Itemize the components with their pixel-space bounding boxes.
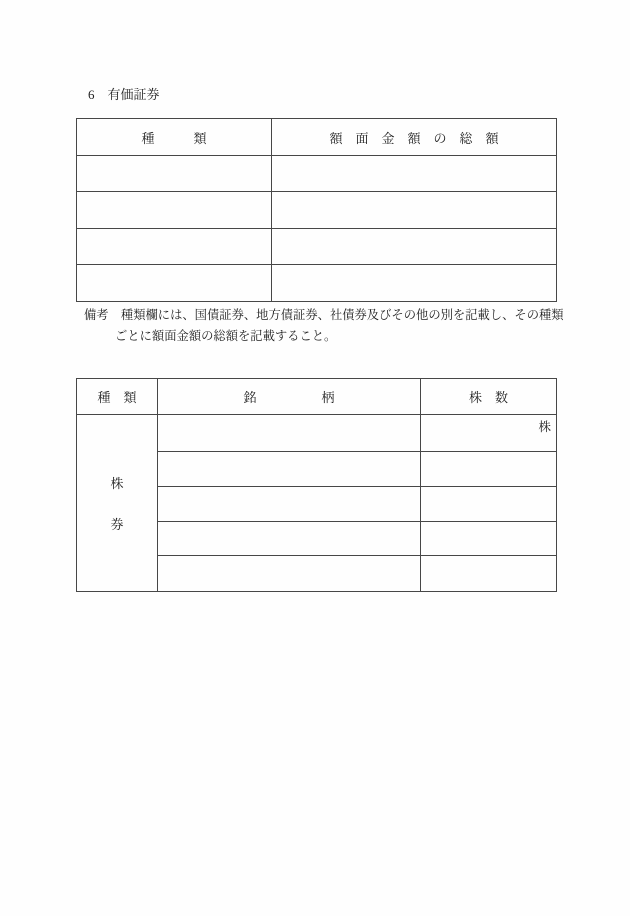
section-title: 6 有価証券 <box>88 87 160 102</box>
share-unit-label: 株 <box>538 420 551 434</box>
shares-table <box>76 378 557 592</box>
securities-table-header-total-face-value: 額 面 金 額 の 総 額 <box>272 119 556 156</box>
securities-table-cell-value-row2 <box>272 192 556 228</box>
remarks-note-line2: ごとに額面金額の総額を記載すること。 <box>115 329 337 343</box>
shares-table-cell-count-row1 <box>421 415 556 452</box>
row-label-char-2: 券 <box>110 517 124 532</box>
shares-table-cell-issue-row3 <box>158 487 421 522</box>
row-label-char-1: 株 <box>110 476 124 491</box>
securities-table-cell-type-row3 <box>77 229 272 265</box>
securities-table-cell-type-row2 <box>77 192 272 228</box>
shares-table-cell-count-row5 <box>421 556 556 591</box>
shares-table-cell-issue-row1 <box>158 415 421 452</box>
remarks-note-line1: 備考 種類欄には、国債証券、地方債証券、社債券及びその他の別を記載し、その種類 <box>84 308 564 322</box>
securities-table-cell-type-row4 <box>77 265 272 301</box>
shares-table-cell-count-row3 <box>421 487 556 522</box>
shares-table-header-type: 種 類 <box>77 379 158 415</box>
securities-table-header-type: 種 類 <box>77 119 272 156</box>
shares-table-cell-issue-row4 <box>158 522 421 557</box>
shares-table-header-share-count: 株 数 <box>421 379 556 415</box>
shares-table-header-issue: 銘 柄 <box>158 379 421 415</box>
securities-table-cell-type-row1 <box>77 156 272 192</box>
shares-table-cell-count-row2 <box>421 452 556 487</box>
shares-table-cell-issue-row5 <box>158 556 421 591</box>
shares-table-row-label-stock-certificate <box>77 415 158 591</box>
shares-table-cell-issue-row2 <box>158 452 421 487</box>
securities-table-cell-value-row4 <box>272 265 556 301</box>
shares-table-cell-count-row4 <box>421 522 556 557</box>
securities-table-cell-value-row1 <box>272 156 556 192</box>
securities-table-cell-value-row3 <box>272 229 556 265</box>
securities-table <box>76 118 557 302</box>
